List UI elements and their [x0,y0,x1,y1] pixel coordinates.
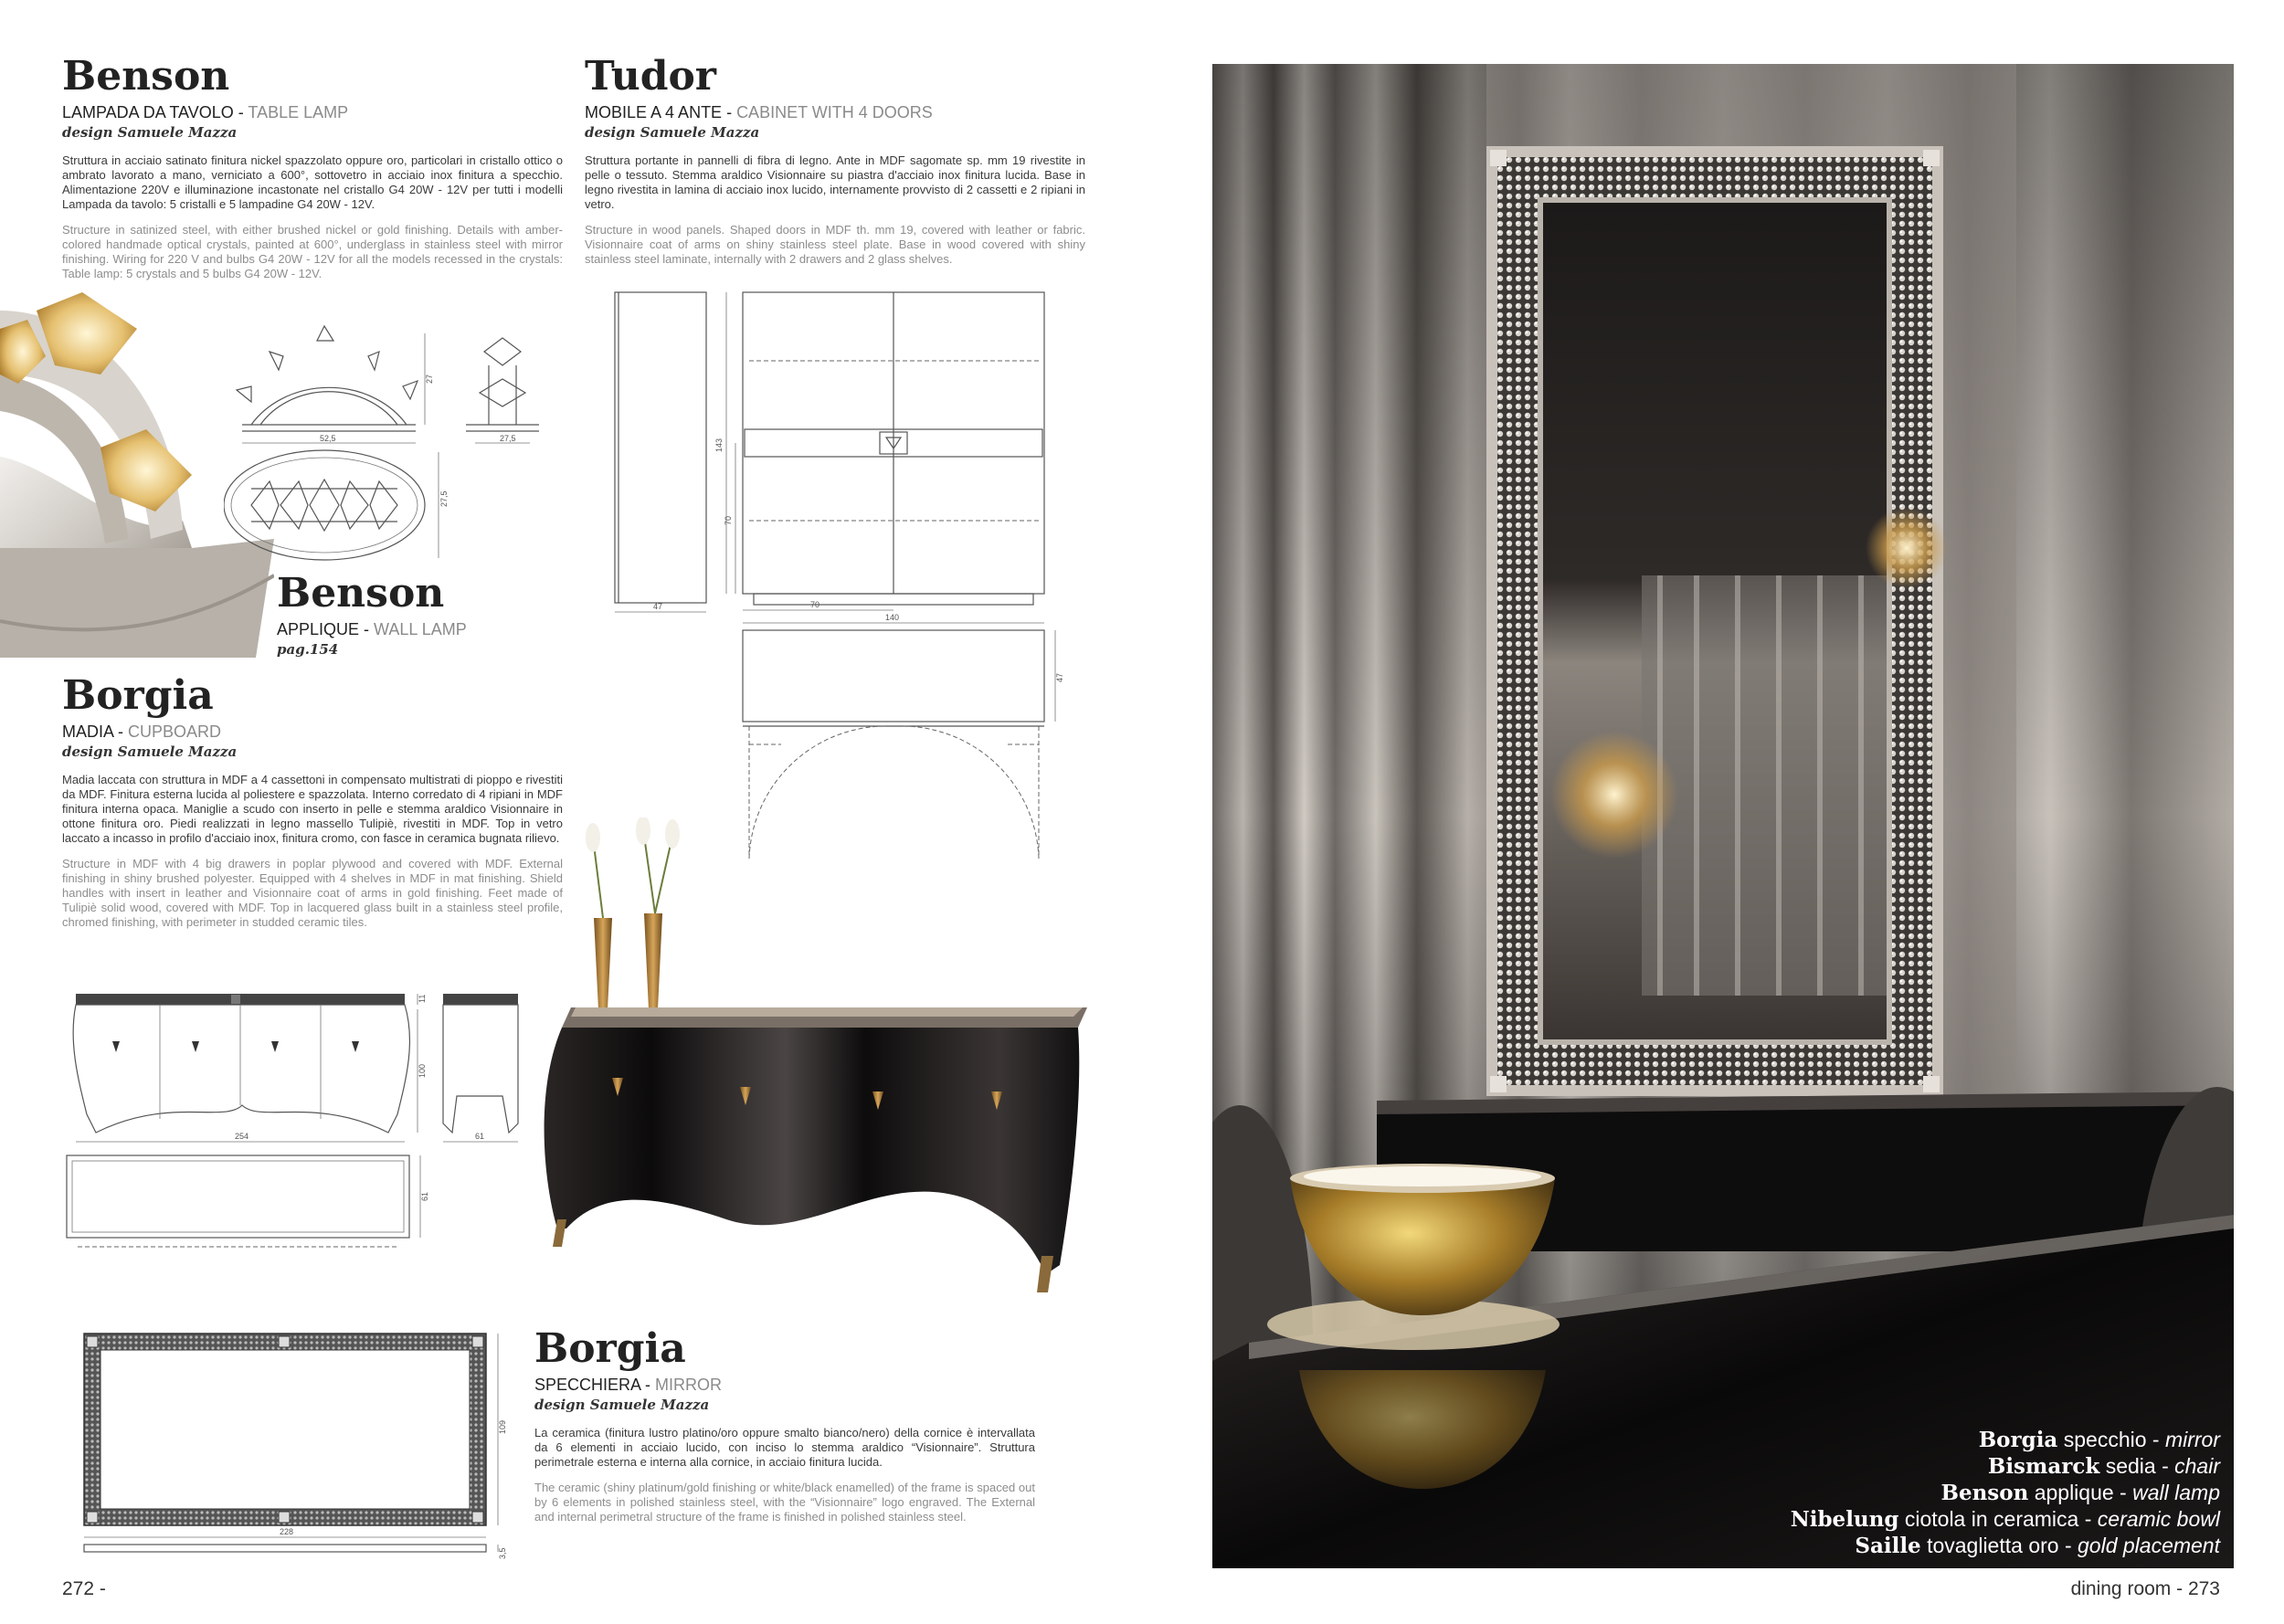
page-number-right: dining room - 273 [2070,1578,2220,1599]
dim-height: 27 [425,374,434,384]
caption-line: Bismarck sedia - chair [1987,1454,2220,1479]
description-it: Struttura portante in pannelli di fibra di legno. Ante in MDF sagomate sp. mm 19 rivestite in pelle o tessuto. Stemma araldico Visionnaire su piastra d'acciaio inox finitura lucida. Base in legno rivestita in lamina di acciaio inox lucido, internamente provvisto di 2 cassetti e 2 ripiani in vetro. [585,153,1085,211]
photo-caption [1690,1427,2220,1559]
dim-width: 228 [280,1527,294,1536]
wall-lamp-reflection [1550,731,1678,859]
designer-credit: design Samuele Mazza [62,124,238,141]
product-type: MADIA - CUPBOARD [62,722,222,741]
product-title: Benson [277,570,445,617]
dim-door-width: 70 [810,600,820,609]
dim-door-height: 70 [724,515,733,525]
product-type: APPLIQUE - WALL LAMP [277,620,467,638]
dim-height: 100 [418,1063,427,1078]
caption-line: Nibelung ciotola in ceramica - ceramic bowl [1790,1507,2220,1532]
description-it: La ceramica (finitura lustro platino/oro oppure smalto bianco/nero) della cornice è intervallata da 6 elementi in acciaio lucido, con inciso lo stemma araldico “Visionnaire”. Struttura perimetrale esterna e interna alla cornice, in acciaio finitura lucida. [534,1426,1035,1469]
designer-credit: design Samuele Mazza [585,124,760,141]
description-en: Structure in MDF with 4 big drawers in poplar plywood and covered with MDF. External finishing in shiny brushed polyester. Equipped with 4 shelves in MDF in mat finishing. Shield handles with insert in leather and Visionnaire coat of arms in gold finishing. Feet made of Tulipiè solid wood, covered with MDF. Top in lacquered glass built in a stainless steel profile, chromed finishing, with perimeter in studded ceramic tiles. [62,857,563,929]
caption-line: Saille tovaglietta oro - gold placement [1855,1534,2220,1558]
dining-room-photo [1212,64,2234,1568]
benson-table-lamp-section [62,53,563,281]
designer-credit: design Samuele Mazza [62,743,238,760]
product-title: Borgia [534,1325,686,1372]
description-it: Madia laccata con struttura in MDF a 4 cassettoni in compensato multistrati di pioppo e rivestiti da MDF. Finitura esterna lucida al poliestere e spazzolata. Interno corredato di 4 ripiani in MDF finitura interna opaca. Maniglie a scudo con inserto in pelle e stemma araldico Visionnaire in ottone finitura oro. Piedi realizzati in legno massello Tulipiè, rivestiti in MDF. Top in vetro laccato a incasso in profilo d'acciaio inox, finitura cromo, con fasce in ceramica bugnata rilievo. [62,773,563,845]
dim-width: 254 [235,1132,249,1141]
designer-credit: design Samuele Mazza [534,1397,710,1413]
borgia-cupboard-photo [534,817,1096,1329]
product-title: Benson [62,53,230,100]
product-title: Borgia [62,672,214,719]
dim-side-width: 27,5 [500,434,516,443]
dim-top-depth: 27,5 [439,490,449,507]
dim-side-depth: 47 [653,602,663,611]
page-number-left: 272 - [62,1578,106,1599]
dim-height: 109 [498,1419,507,1434]
borgia-cupboard-section [62,672,563,930]
caption-line: Borgia specchio - mirror [1978,1428,2220,1452]
description-en: Structure in wood panels. Shaped doors in MDF th. mm 19, covered with leather or fabric. Visionnaire coat of arms on shiny stainless steel plate. Base in wood covered with shiny stainless steel laminate, internally with 2 drawers and 2 glass shelves. [585,223,1085,266]
benson-table-lamp-drawing [224,324,571,566]
description-en: Structure in satinized steel, with either brushed nickel or gold finishing. Details with amber-colored handmade optical crystals, painted at 600°, underglass in stainless steel with mirror finishing. Wiring for 220 V and bulbs G4 20W - 12V for all the models recessed in the crystals: Table lamp: 5 crystals and 5 bulbs G4 20W - 12V. [62,223,563,280]
tudor-section [585,53,1085,267]
interior-scene [1212,64,2234,1568]
dim-width: 52,5 [320,434,336,443]
dim-width: 140 [885,613,900,622]
dim-top: 11 [418,994,427,1003]
dim-plan-depth: 47 [1055,672,1064,682]
description-it: Struttura in acciaio satinato finitura nickel spazzolato oppure oro, particolari in cristallo ottico o ambrato lavorato a mano, verniciato a 600°, sottovetro in acciaio inox finitura a specchio. Alimentazione 220V e illuminazione incastonate nel cristallo G4 20W - 12V per tutti i modelli Lampada da tavolo: 5 cristalli e 5 lampadine G4 20W - 12V. [62,153,563,211]
dim-height: 143 [714,438,724,452]
tudor-cabinet-drawing [598,288,1110,872]
page-reference: pag.154 [277,641,339,658]
product-title: Tudor [585,53,716,100]
dim-depth: 61 [475,1132,485,1141]
borgia-mirror-drawing [73,1329,521,1566]
dim-plan-depth: 61 [420,1191,429,1201]
wall-lamp [1866,507,1948,589]
borgia-mirror-section [534,1325,1035,1524]
dim-depth: 3,5 [498,1547,507,1559]
caption-line: Benson applique - wall lamp [1940,1481,2220,1505]
borgia-cupboard-drawing [59,986,534,1256]
description-en: The ceramic (shiny platinum/gold finishing or white/black enamelled) of the frame is spaced out by 6 elements in polished stainless steel, with the “Visionnaire” logo engraved. The External and internal perimetral structure of the frame is finished in polished stainless steel. [534,1481,1035,1524]
product-type: MOBILE A 4 ANTE - CABINET WITH 4 DOORS [585,103,933,121]
benson-wall-lamp-section [277,570,551,658]
product-type: LAMPADA DA TAVOLO - TABLE LAMP [62,103,349,121]
product-type: SPECCHIERA - MIRROR [534,1376,723,1394]
